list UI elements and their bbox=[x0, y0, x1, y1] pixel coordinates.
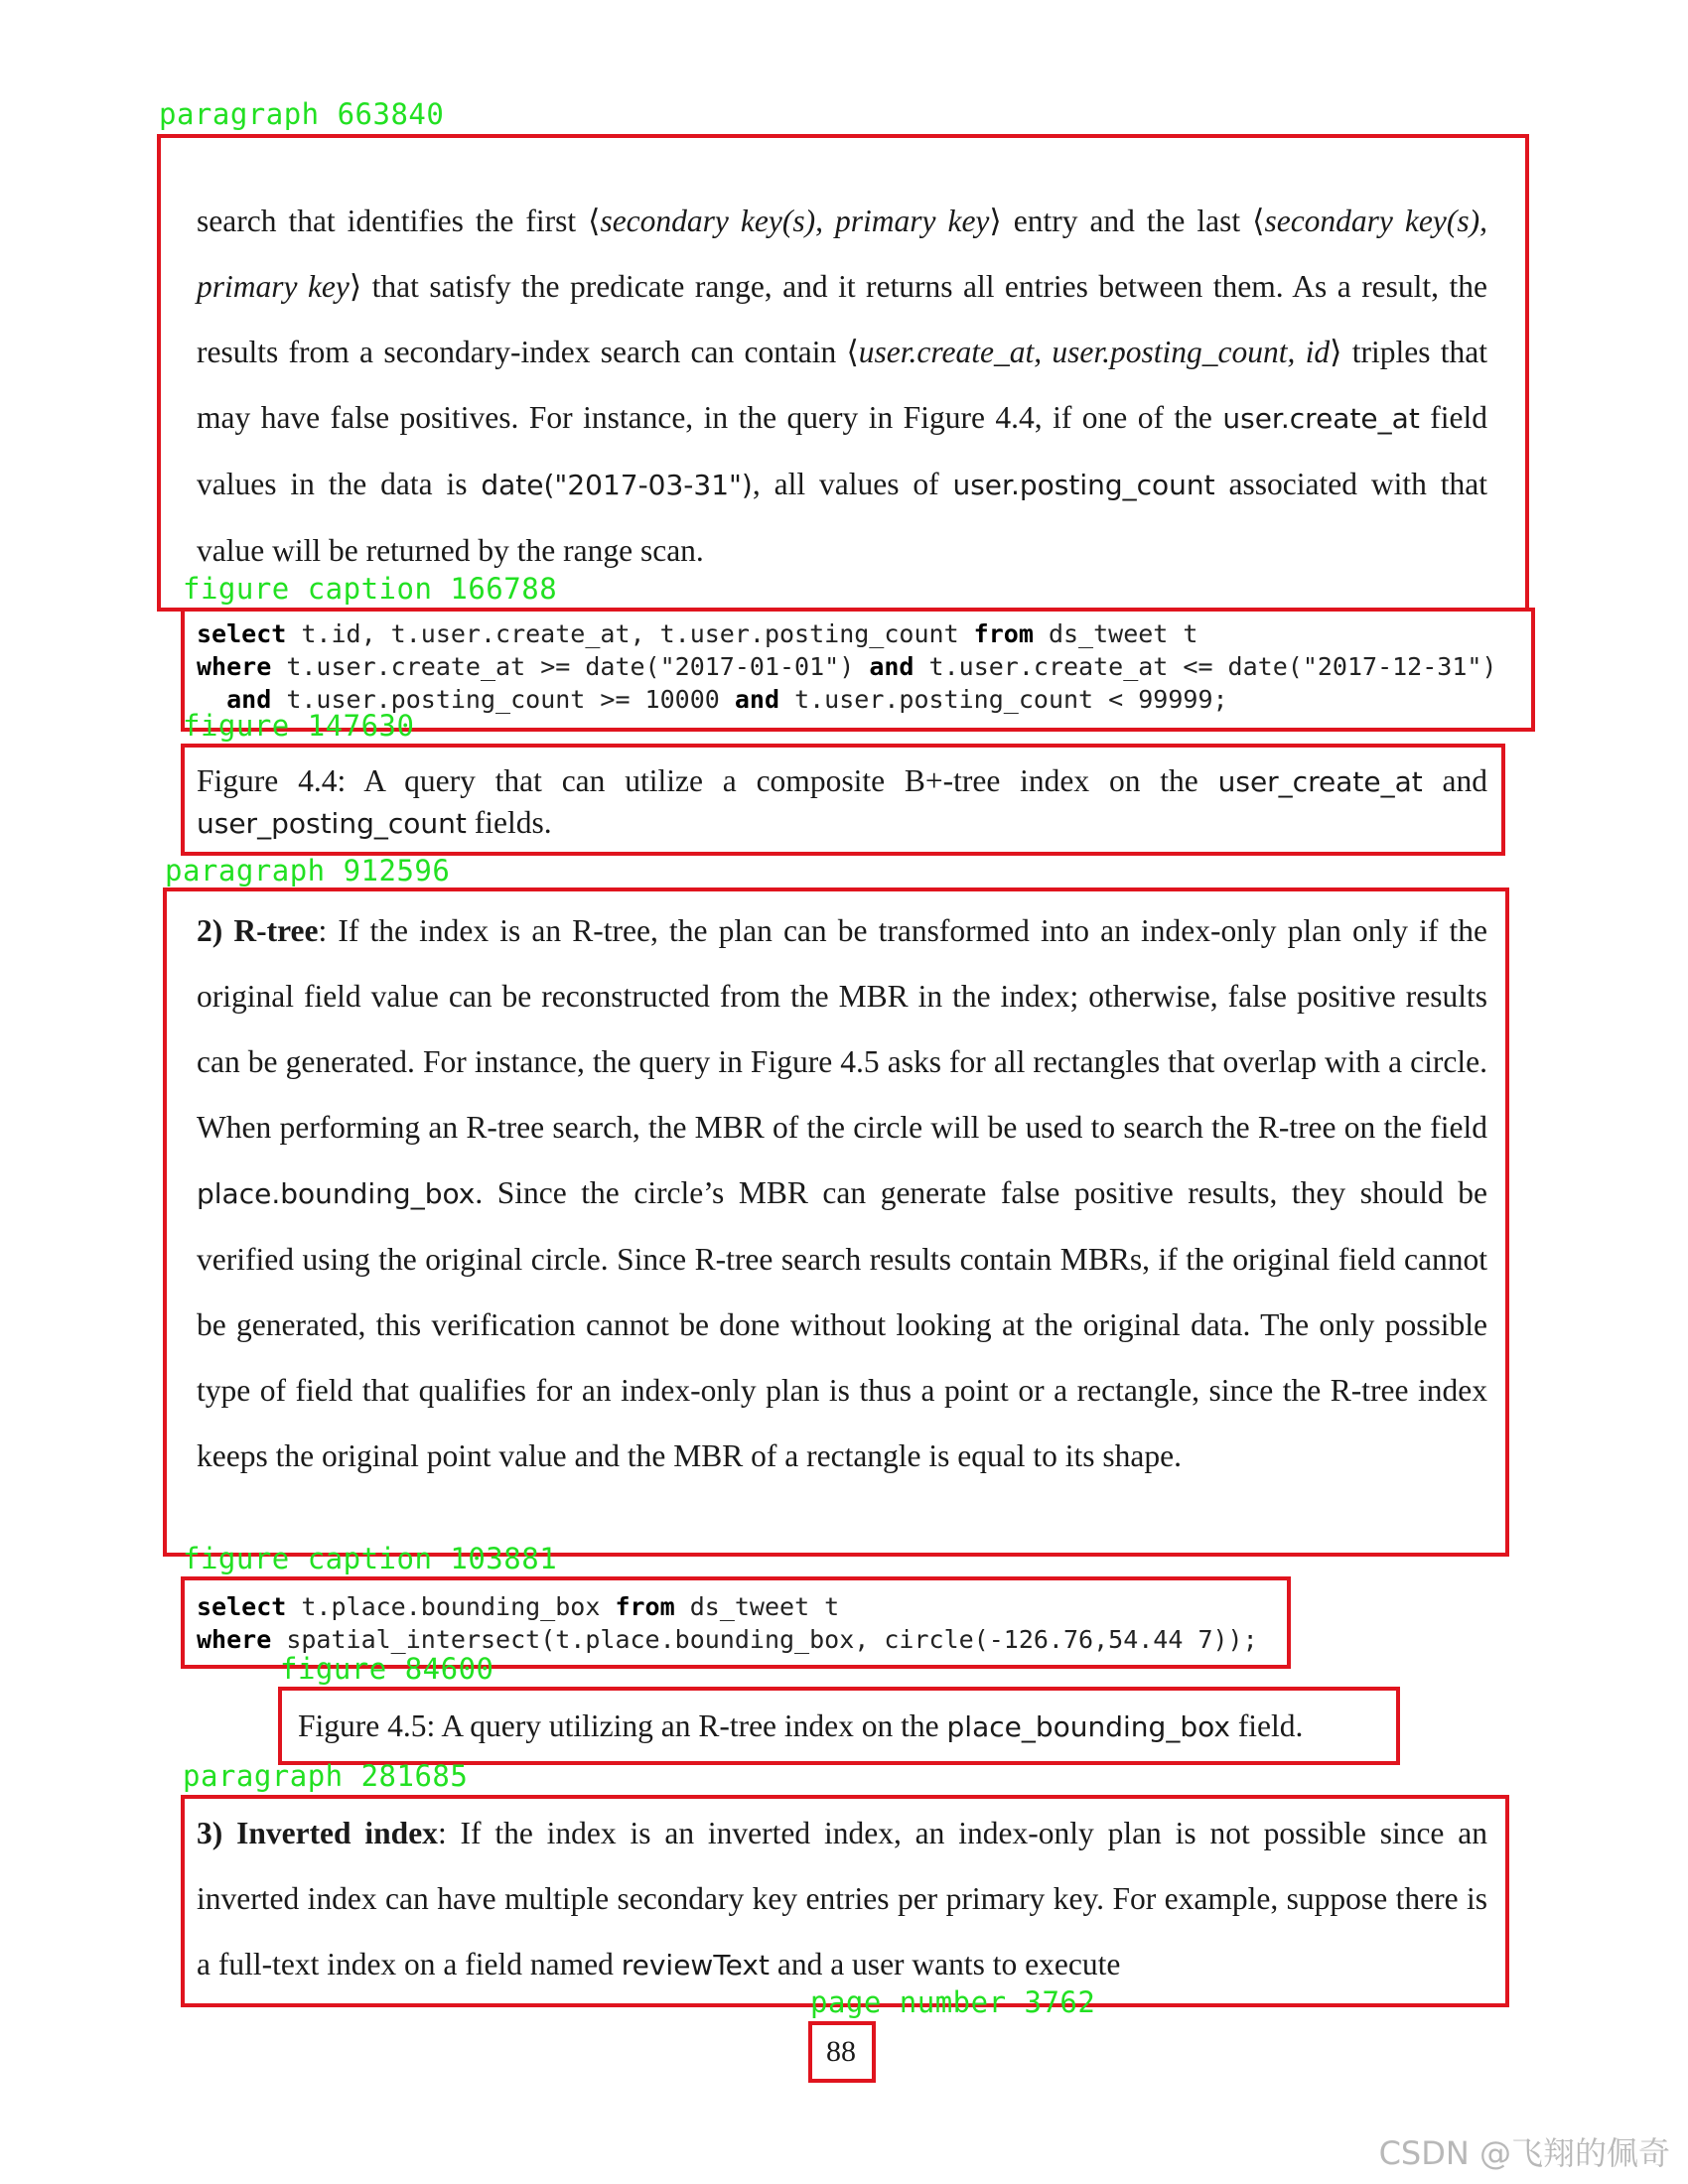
region-label-figure-caption: figure caption 103881 bbox=[183, 1542, 558, 1575]
watermark: CSDN @飞翔的佩奇 bbox=[1378, 2134, 1670, 2172]
paragraph-r-tree: 2) R-tree: If the index is an R-tree, the plan can be transformed into an index-only plan only if the original field value can be reconstructed from the MBR in the index; otherwise, false positive results can be generated. For instance, the query in Figure 4.5 asks for all rectangles that overlap with a circle. When performing an R-tree search, the MBR of the circle will be used to search the R-tree on the field place.bounding_box. Since the circle’s MBR can generate false positive results, they should be verified using the original circle. Since R-tree search results contain MBRs, if the original field cannot be generated, this verification cannot be done without looking at the original data. The only possible type of field that qualifies for an index-only plan is thus a point or a rectangle, since the R-tree index keeps the original point value and the MBR of a rectangle is equal to its shape. bbox=[197, 913, 1487, 1473]
code-block-query-4-5: select t.place.bounding_box from ds_tweet t where spatial_intersect(t.place.bounding_box, circle(-126.76,54.44 7)); bbox=[197, 1592, 1258, 1654]
region-label-page-number: page number 3762 bbox=[810, 1985, 1096, 2019]
paragraph-inverted-index: 3) Inverted index: If the index is an inverted index, an index-only plan is not possible since an inverted index can have multiple secondary key entries per primary key. For example, suppose there is a full-text index on a field named reviewText and a user wants to execute bbox=[197, 1816, 1487, 1981]
region-label-figure: figure 147630 bbox=[183, 709, 415, 743]
paragraph-text: search that identifies the first ⟨secondary key(s), primary key⟩ entry and the last ⟨secondary key(s), primary key⟩ that satisfy the predicate range, and it returns all entries between them. As a result, the results from a secondary-index search can contain ⟨user.create_at, user.posting_count, id⟩ triples that may have false positives. For instance, in the query in Figure 4.4, if one of the user.create_at field values in the data is date("2017-03-31"), all values of user.posting_count associated with that value will be returned by the range scan. bbox=[197, 204, 1488, 568]
region-label-figure-caption: figure caption 166788 bbox=[183, 572, 558, 606]
region-label-paragraph: paragraph 912596 bbox=[165, 854, 451, 887]
figure-4-5-caption: Figure 4.5: A query utilizing an R-tree index on the place_bounding_box field. bbox=[298, 1708, 1304, 1743]
code-block-query-4-4: select t.id, t.user.create_at, t.user.posting_count from ds_tweet t where t.user.create_at >= date("2017-01-01") and t.user.create_at <= date("2017-12-31") and t.user.posting_count >= 10000 and t.user.posting_count < 99999; bbox=[197, 619, 1497, 714]
figure-4-4-caption: Figure 4.4: A query that can utilize a composite B+-tree index on the user_create_at and user_posting_count fields. bbox=[197, 763, 1488, 840]
page-number: 88 bbox=[826, 2035, 856, 2068]
region-label-paragraph: paragraph 281685 bbox=[183, 1759, 469, 1793]
region-label-paragraph: paragraph 663840 bbox=[159, 97, 445, 131]
region-label-figure: figure 84600 bbox=[280, 1652, 494, 1686]
